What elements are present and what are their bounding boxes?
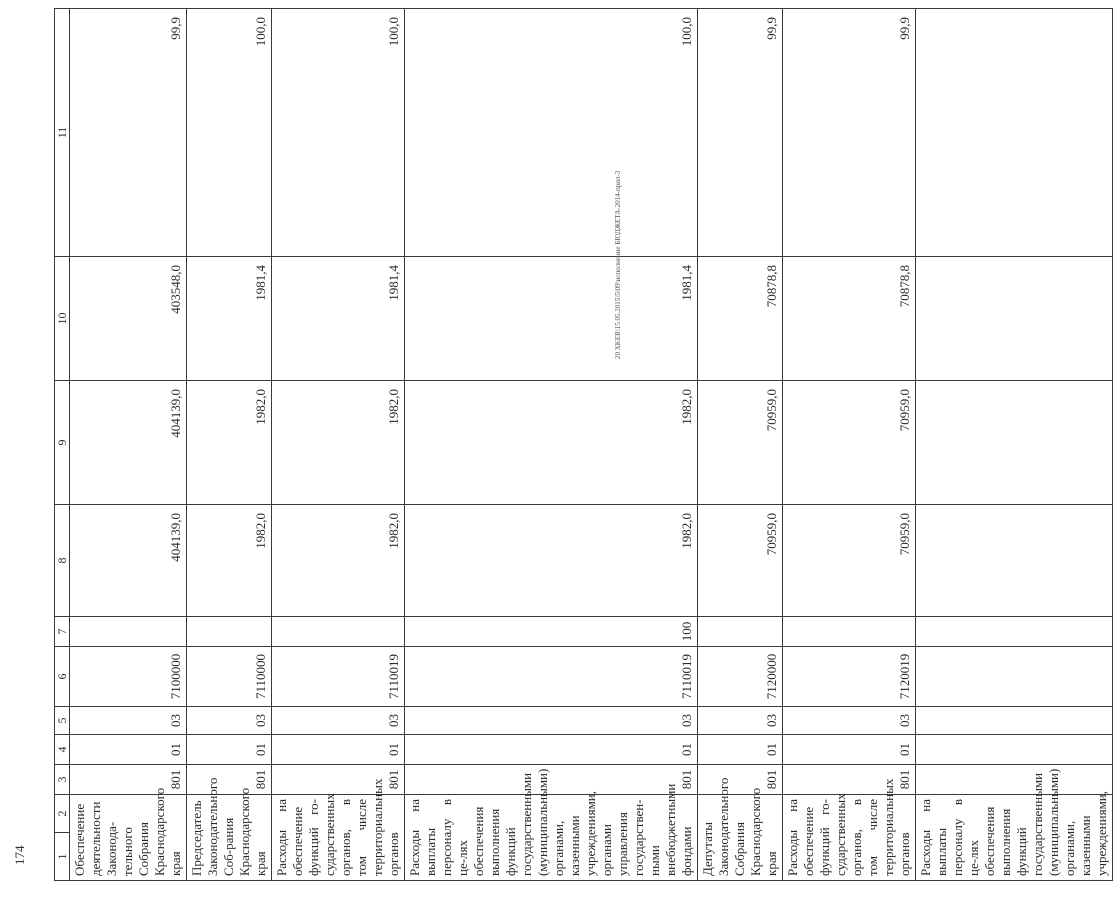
table-cell-c8: 1982,0 xyxy=(272,505,405,617)
table-cell-c5: 03 xyxy=(272,707,405,735)
table-cell-c3: 801 xyxy=(698,765,783,795)
table-cell-c9: 1982,0 xyxy=(187,381,272,505)
table-cell-c10 xyxy=(916,257,1113,381)
table-cell-c11: 100,0 xyxy=(405,9,698,257)
table-cell-c5: 03 xyxy=(783,707,916,735)
row-description: Расходы на выплаты персоналу в це-лях обеспечения выполнения функций государственными (муниципальными) органами, казенными учреждениями, xyxy=(916,795,1113,881)
table-cell-c4: 01 xyxy=(405,735,698,765)
table-cell-c7 xyxy=(783,617,916,647)
table-cell-c6 xyxy=(916,647,1113,707)
table-cell-c9: 1982,0 xyxy=(405,381,698,505)
header-cell: 10 xyxy=(55,257,70,381)
budget-table xyxy=(54,8,1113,881)
row-description: Расходы на обеспечение функций го-сударственных органов, в том числе территориальных органов xyxy=(783,795,916,881)
table-cell-c10: 1981,4 xyxy=(272,257,405,381)
table-row xyxy=(187,9,272,881)
table-cell-c4 xyxy=(916,735,1113,765)
row-description: Расходы на выплаты персоналу в це-лях обеспечения выполнения функций государственными (муниципальными) органами, казенными учреждениями, органами управления государствен-ными внебюджетными фондами xyxy=(405,795,698,881)
table-cell-c9: 70959,0 xyxy=(783,381,916,505)
table-cell-c11: 100,0 xyxy=(272,9,405,257)
table-cell-c8: 70959,0 xyxy=(698,505,783,617)
page-number: 174 xyxy=(12,845,27,865)
table-cell-c5: 03 xyxy=(698,707,783,735)
table-cell-c8: 70959,0 xyxy=(783,505,916,617)
row-description: Расходы на обеспечение функций го-сударственных органов, в том числе территориальных органов xyxy=(272,795,405,881)
table-cell-c3: 801 xyxy=(70,765,187,795)
table-cell-c6: 7100000 xyxy=(70,647,187,707)
table-cell-c10: 1981,4 xyxy=(405,257,698,381)
header-cell: 4 xyxy=(55,735,70,765)
table-cell-c11: 100,0 xyxy=(187,9,272,257)
table-cell-c7 xyxy=(916,617,1113,647)
table-cell-c6: 7110019 xyxy=(405,647,698,707)
header-cell: 6 xyxy=(55,647,70,707)
table-cell-c3: 801 xyxy=(187,765,272,795)
table-cell-c10: 1981,4 xyxy=(187,257,272,381)
table-cell-c11: 99,9 xyxy=(70,9,187,257)
table-cell-c9 xyxy=(916,381,1113,505)
table-cell-c5: 03 xyxy=(405,707,698,735)
file-stamp: 20 XKER\15.05.2015\5\09\исполнение БЮДЖЕТА-2014-прил-3 xyxy=(614,170,622,359)
header-row xyxy=(55,9,70,881)
row-description: Обеспечение деятельности Законода-тельного Собрания Краснодарского края xyxy=(70,795,187,881)
table-cell-c5: 03 xyxy=(187,707,272,735)
table-cell-c8: 404139,0 xyxy=(70,505,187,617)
table-cell-c10: 70878,8 xyxy=(783,257,916,381)
table-cell-c4: 01 xyxy=(783,735,916,765)
table-cell-c11: 99,9 xyxy=(698,9,783,257)
table-row xyxy=(916,9,1113,881)
table-cell-c5: 03 xyxy=(70,707,187,735)
table-cell-c7: 100 xyxy=(405,617,698,647)
row-description: Депутаты Законодательного Собрания Краснодарского края xyxy=(698,795,783,881)
table-cell-c6: 7120019 xyxy=(783,647,916,707)
header-cell: 1 xyxy=(55,833,70,881)
table-cell-c8 xyxy=(916,505,1113,617)
table-cell-c11 xyxy=(916,9,1113,257)
header-cell: 9 xyxy=(55,381,70,505)
table-cell-c9: 404139,0 xyxy=(70,381,187,505)
header-cell: 3 xyxy=(55,765,70,795)
table-cell-c8: 1982,0 xyxy=(187,505,272,617)
row-description: Председатель Законодательного Соб-рания Краснодарского края xyxy=(187,795,272,881)
table-cell-c5 xyxy=(916,707,1113,735)
table-cell-c7 xyxy=(70,617,187,647)
table-cell-c7 xyxy=(698,617,783,647)
table-cell-c7 xyxy=(187,617,272,647)
header-cell: 8 xyxy=(55,505,70,617)
table-row xyxy=(783,9,916,881)
header-cell: 7 xyxy=(55,617,70,647)
table-cell-c7 xyxy=(272,617,405,647)
table-row xyxy=(698,9,783,881)
table-cell-c3: 801 xyxy=(272,765,405,795)
table-cell-c10: 403548,0 xyxy=(70,257,187,381)
table-row xyxy=(272,9,405,881)
table-cell-c4: 01 xyxy=(698,735,783,765)
table-cell-c3: 801 xyxy=(405,765,698,795)
table-row xyxy=(405,9,698,881)
table-cell-c6: 7110019 xyxy=(272,647,405,707)
table-cell-c11: 99,9 xyxy=(783,9,916,257)
table-cell-c6: 7120000 xyxy=(698,647,783,707)
table-cell-c9: 70959,0 xyxy=(698,381,783,505)
table-cell-c4: 01 xyxy=(187,735,272,765)
table-cell-c9: 1982,0 xyxy=(272,381,405,505)
table-row xyxy=(70,9,187,881)
table-cell-c8: 1982,0 xyxy=(405,505,698,617)
table-cell-c6: 7110000 xyxy=(187,647,272,707)
header-cell: 2 xyxy=(55,795,70,833)
table-cell-c4: 01 xyxy=(70,735,187,765)
table-cell-c4: 01 xyxy=(272,735,405,765)
table-cell-c3: 801 xyxy=(783,765,916,795)
header-cell: 5 xyxy=(55,707,70,735)
header-cell: 11 xyxy=(55,9,70,257)
table-cell-c3 xyxy=(916,765,1113,795)
table-cell-c10: 70878,8 xyxy=(698,257,783,381)
